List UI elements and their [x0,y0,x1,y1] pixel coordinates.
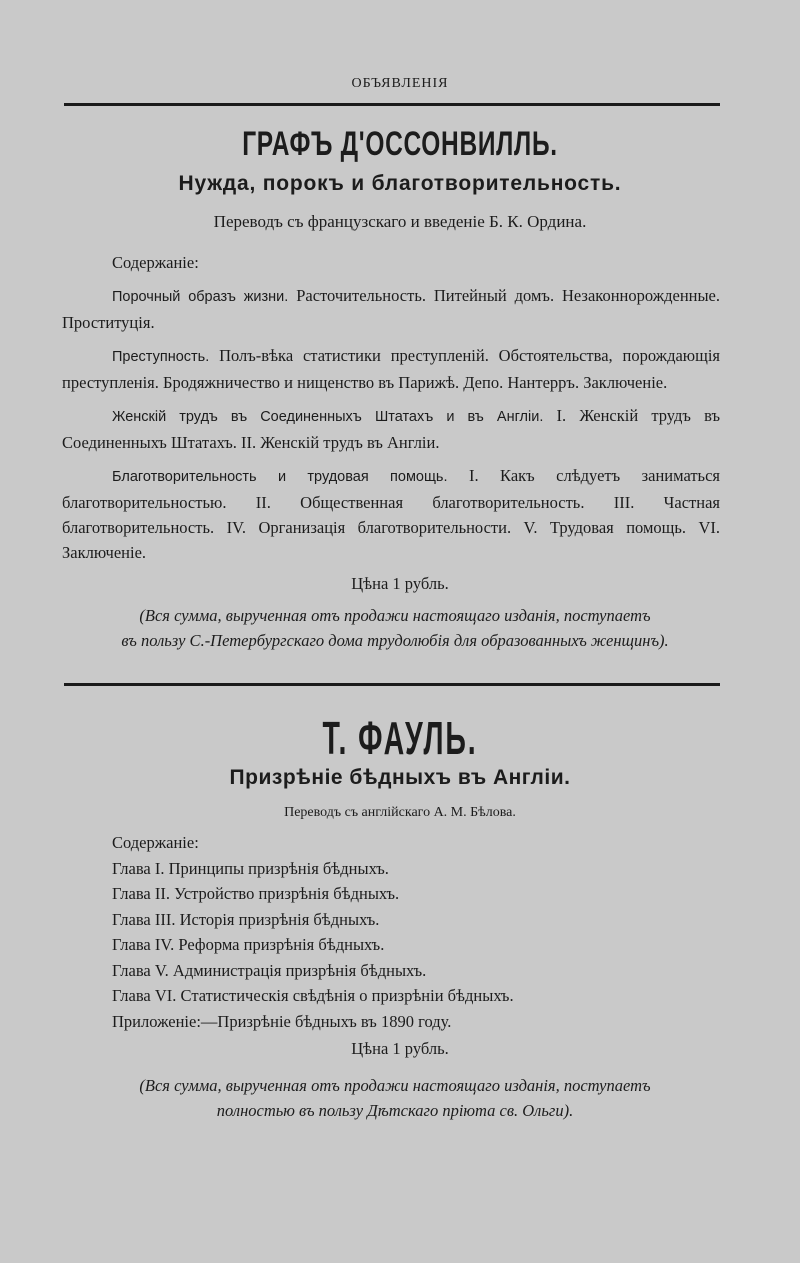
ad1-title: Нужда, порокъ и благотворительность. [178,172,622,195]
ad1-section-lead: Порочный образъ жизни. [112,289,289,305]
ad2-chapter: Глава III. Исторія призрѣнія бѣдныхъ. [112,909,380,929]
top-rule [64,103,720,106]
ad2-chapter: Глава V. Администрація призрѣнія бѣдныхъ. [112,960,427,980]
ad1-section-lead: Женскій трудъ въ Соединенныхъ Штатахъ и въ Англіи. [112,409,544,425]
ad2-author: Т. ФАУЛЬ. [322,712,478,764]
ad2-note [55,1073,735,1123]
ad1-section-text: Расточительность. Питейный домъ. Незаконнорожденные. Проституція. [62,286,721,332]
ad1-section [62,403,720,455]
ad1-contents-label: Содержаніе: [112,253,199,272]
ad2-title: Призрѣніе бѣдныхъ въ Англіи. [229,766,571,789]
ad2-chapter: Глава I. Принципы призрѣнія бѣдныхъ. [112,858,389,878]
ad1-section [62,343,720,395]
ad2-chapter: Глава VI. Статистическія свѣдѣнія о призрѣніи бѣдныхъ. [112,986,514,1005]
ad1-translation: Переводъ съ французскаго и введеніе Б. К. Ордина. [213,212,587,231]
ad1-section-text: I. Женскій трудъ въ Соединенныхъ Штатахъ. II. Женскій трудъ въ Англіи. [62,406,721,452]
ad2-note-line: полностью въ пользу Дѣтскаго пріюта св. Ольги). [216,1101,574,1120]
ad1-section [62,463,720,565]
ad1-author: ГРАФЪ Д'ОССОНВИЛЛЬ. [242,125,558,163]
ad2-translation: Переводъ съ англійскаго А. М. Бѣлова. [284,805,516,820]
ad1-section-text: I. Какъ слѣдуетъ заниматься благотворительностью. II. Общественная благотворительность. III. Частная благотворительность. IV. Организація благотворительности. V. Трудовая помощь. VI. Заключеніе. [62,466,720,562]
ad2-chapter: Глава IV. Реформа призрѣнія бѣдныхъ. [112,935,385,954]
ad1-note-line: (Вся сумма, вырученная отъ продажи настоящаго изданія, поступаетъ [139,606,651,625]
ad2-note-line: (Вся сумма, вырученная отъ продажи настоящаго изданія, поступаетъ [139,1076,651,1095]
ad2-price: Цѣна 1 рубль. [351,1039,449,1058]
running-header: ОБЪЯВЛЕНІЯ [351,76,449,91]
middle-rule [64,683,720,686]
ad2-chapter: Глава II. Устройство призрѣнія бѣдныхъ. [112,884,400,903]
ad2-contents [112,830,514,1034]
ad1-price: Цѣна 1 рубль. [351,574,449,593]
ad1-section [62,283,720,335]
ad1-section-text: Полъ-вѣка статистики преступленій. Обстоятельства, порождающія преступленія. Бродяжничество и нищенство въ Парижѣ. Депо. Нантерръ. Заключеніе. [62,346,720,392]
ad1-note [55,603,735,653]
ad1-section-lead: Преступность. [112,349,210,365]
ad1-note-line: въ пользу С.-Петербургскаго дома трудолюбія для образованныхъ женщинъ). [121,631,669,650]
ad1-contents [62,250,720,565]
ad1-section-lead: Благотворительность и трудовая помощь. [112,469,448,485]
ad2-contents-label: Содержаніе: [112,833,199,852]
ad2-appendix: Приложеніе:—Призрѣніе бѣдныхъ въ 1890 году. [112,1011,452,1031]
